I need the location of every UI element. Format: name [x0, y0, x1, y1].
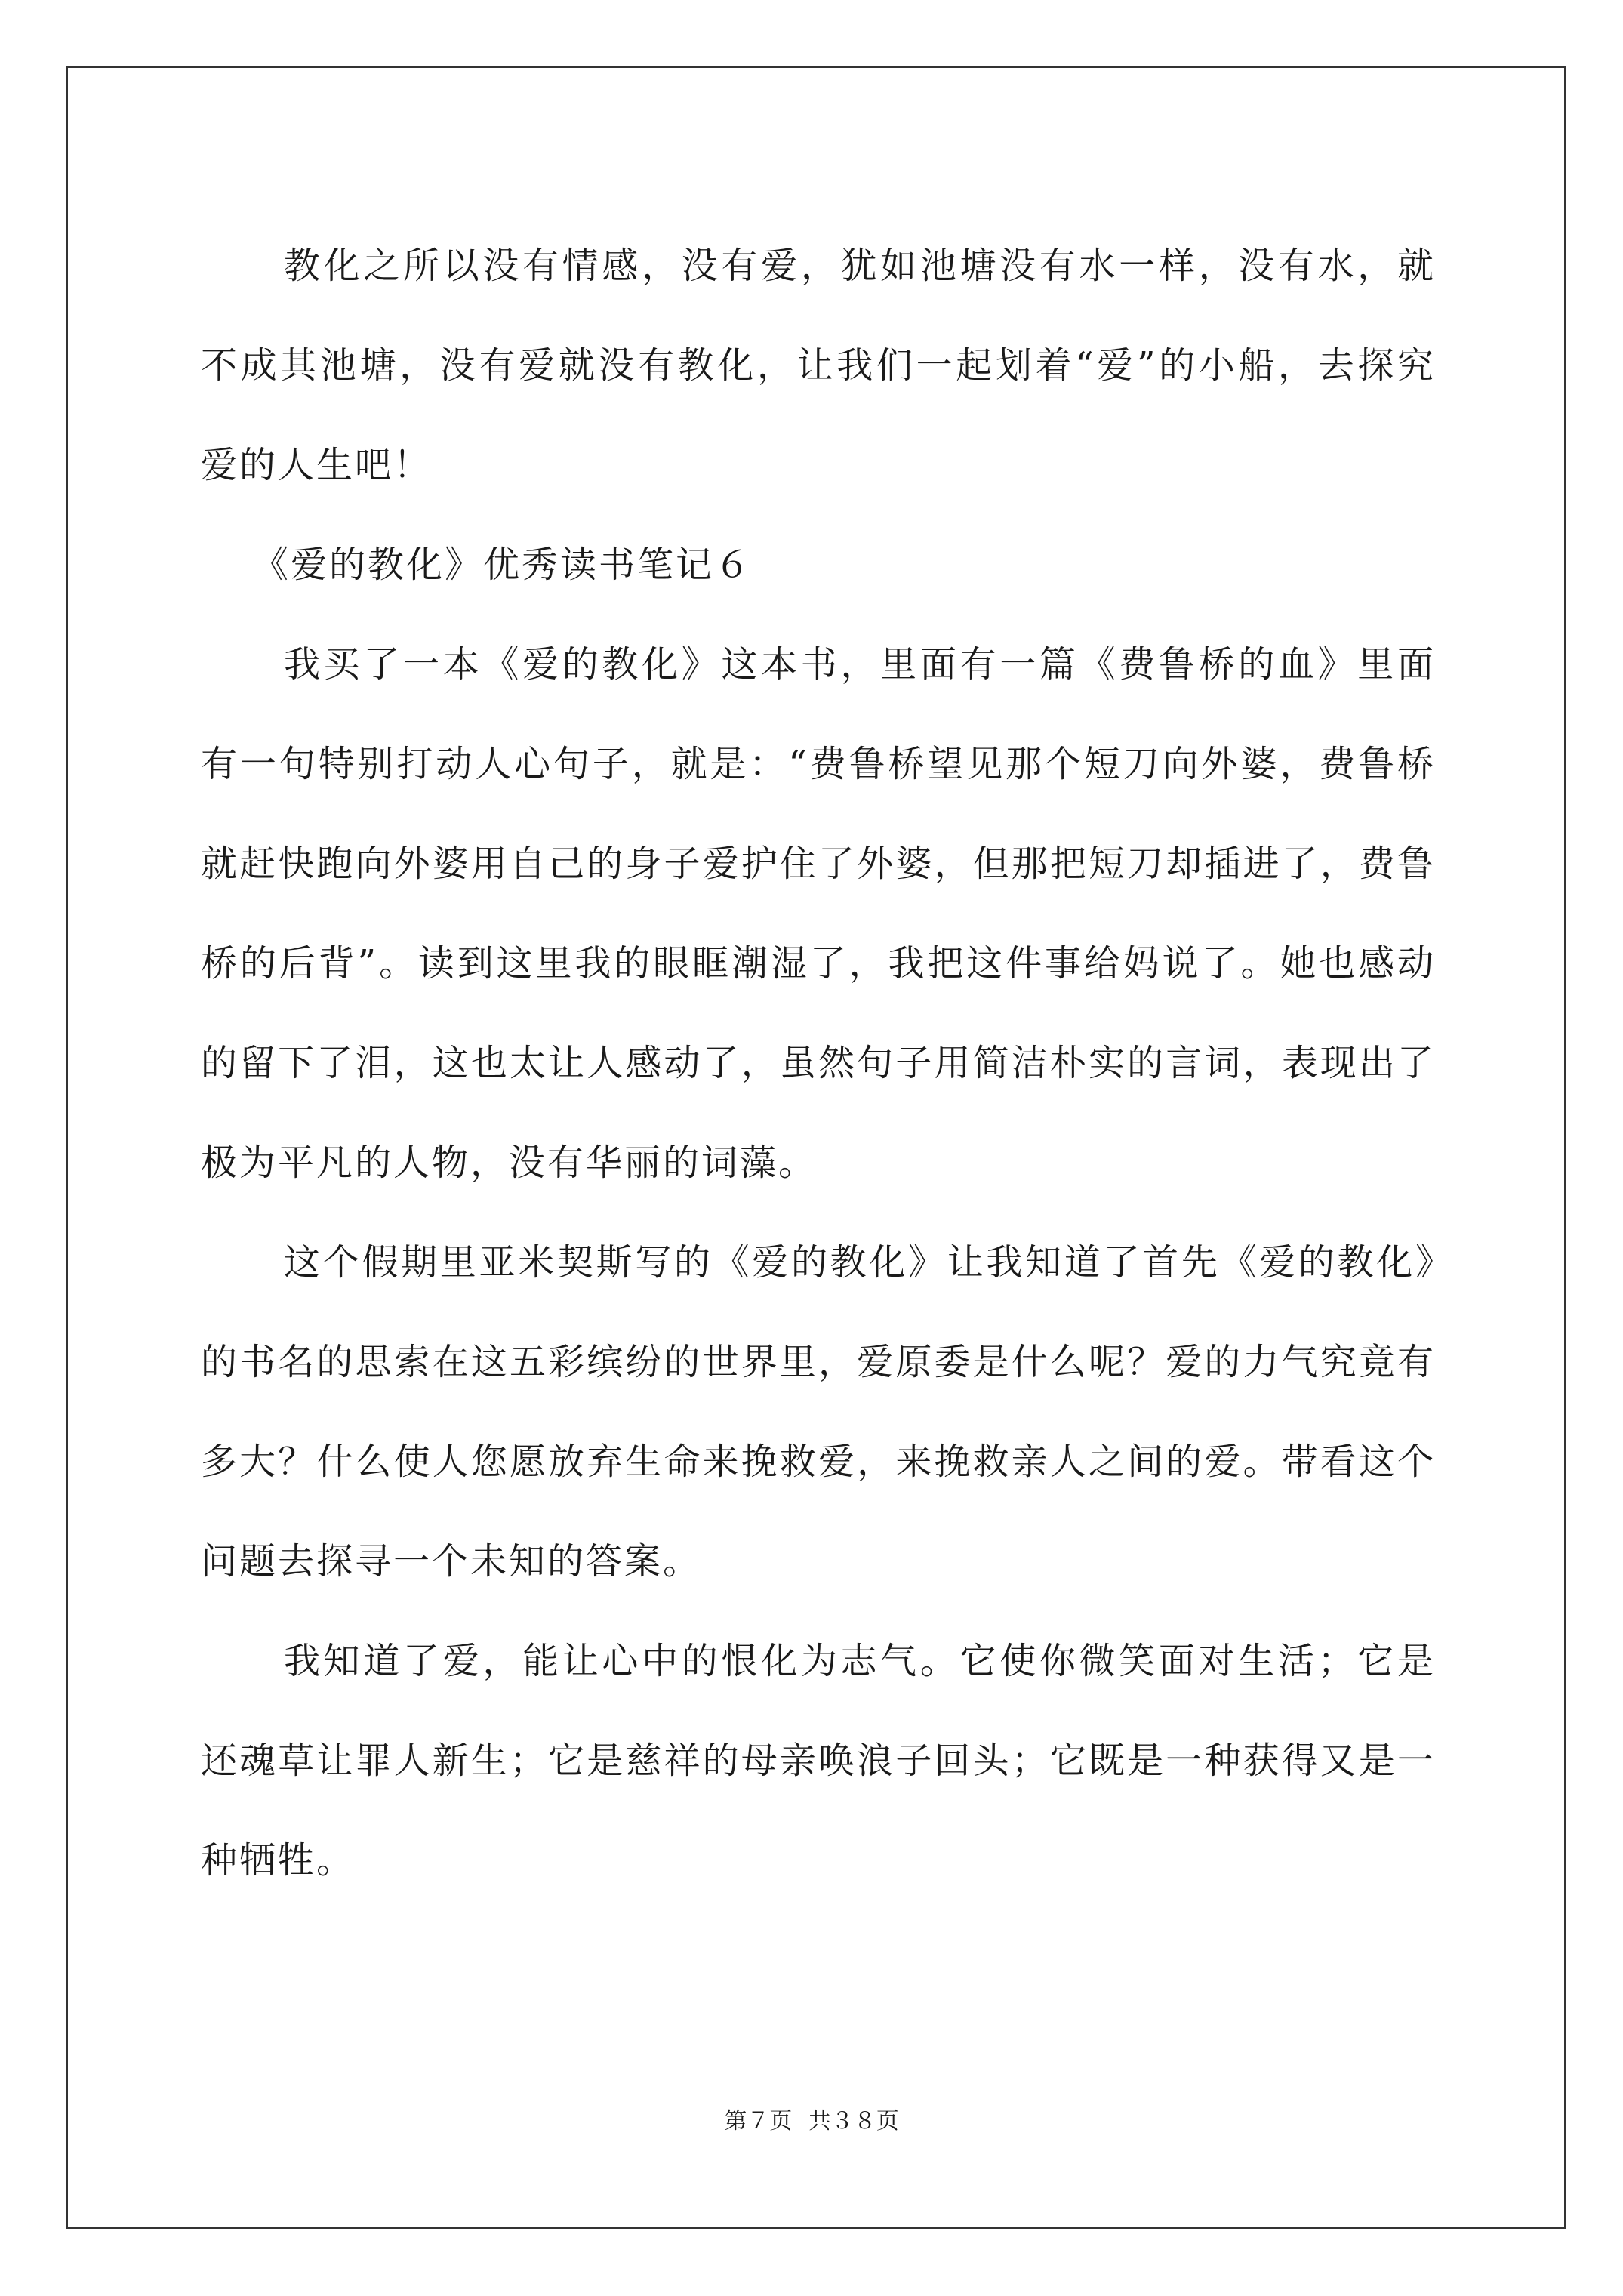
- paragraph: 教化之所以没有情感，没有爱，犹如池塘没有水一样，没有水，就不成其池塘，没有爱就没有教化，让我们一起划着“爱”的小船，去探究爱的人生吧！: [201, 245, 1436, 486]
- document-body: [201, 216, 1436, 1910]
- paragraph: 我买了一本《爱的教化》这本书，里面有一篇《费鲁桥的血》里面有一句特别打动人心句子，就是：“费鲁桥望见那个短刀向外婆，费鲁桥就赶快跑向外婆用自己的身子爱护住了外婆，但那把短刀却插进了，费鲁桥的后背”。读到这里我的眼眶潮湿了，我把这件事给妈说了。她也感动的留下了泪，这也太让人感动了，虽然句子用简洁朴实的言词，表现出了极为平凡的人物，没有华丽的词藻。: [201, 643, 1436, 1184]
- page-footer: [0, 2102, 1623, 2135]
- paragraph: 这个假期里亚米契斯写的《爱的教化》让我知道了首先《爱的教化》的书名的思索在这五彩缤纷的世界里，爱原委是什么呢？爱的力气究竟有多大？什么使人您愿放弃生命来挽救爱，来挽救亲人之间的爱。带看这个问题去探寻一个未知的答案。: [201, 1241, 1436, 1583]
- page-total: 共３８页: [808, 2108, 899, 2134]
- paragraph: 我知道了爱，能让心中的恨化为志气。它使你微笑面对生活；它是还魂草让罪人新生；它是慈祥的母亲唤浪子回头；它既是一种获得又是一种牺牲。: [201, 1640, 1436, 1881]
- page-number: 第７页: [724, 2108, 793, 2134]
- section-heading: 《爱的教化》优秀读书笔记６: [252, 544, 753, 586]
